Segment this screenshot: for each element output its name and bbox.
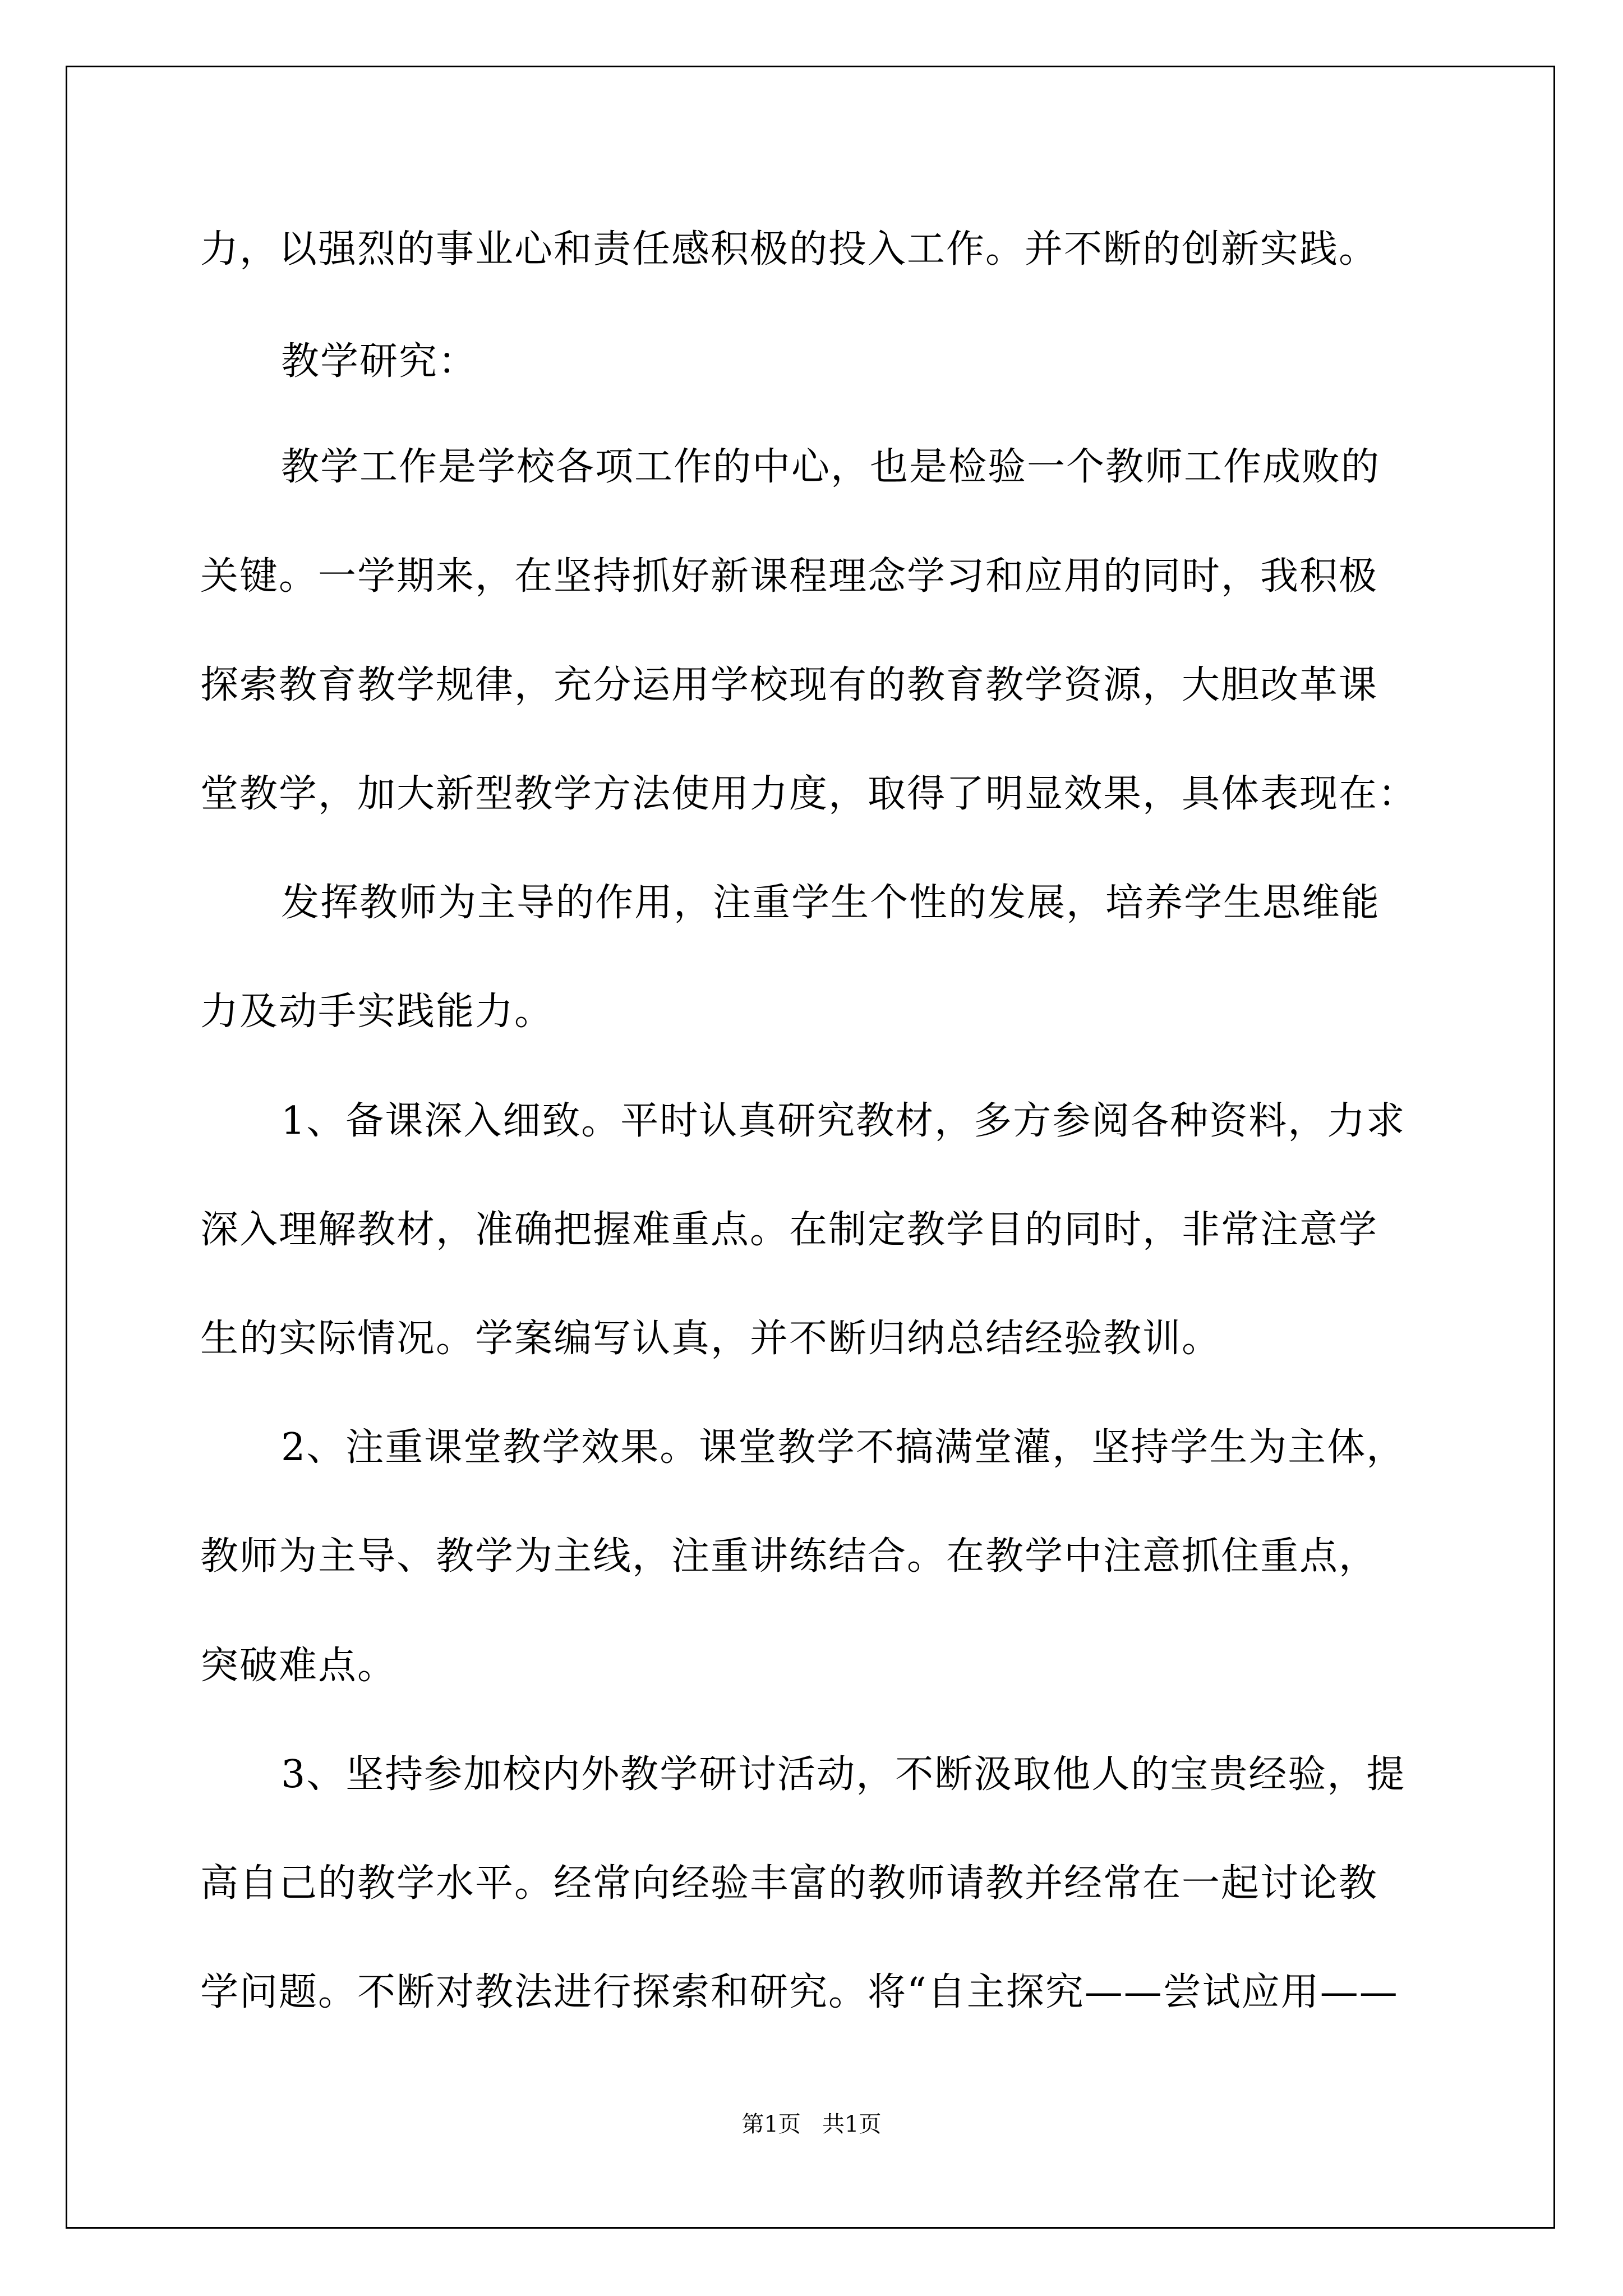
text-line: 深入理解教材，准确把握难重点。在制定教学目的同时，非常注意学: [200, 1208, 1378, 1252]
text-line: 生的实际情况。学案编写认真，并不断归纳总结经验教训。: [200, 1317, 1221, 1361]
text-line: 学问题。不断对教法进行探索和研究。将“自主探究——尝试应用——: [200, 1970, 1399, 2014]
text-line: 教学工作是学校各项工作的中心，也是检验一个教师工作成败的: [281, 445, 1381, 489]
text-line: 教师为主导、教学为主线，注重讲练结合。在教学中注意抓住重点，: [200, 1534, 1378, 1579]
text-line: 力，以强烈的事业心和责任感积极的投入工作。并不断的创新实践。: [200, 227, 1378, 272]
text-line: 探索教育教学规律，充分运用学校现有的教育教学资源，大胆改革课: [200, 663, 1378, 707]
text-line: 2、注重课堂教学效果。课堂教学不搞满堂灌，坚持学生为主体，: [281, 1425, 1406, 1470]
text-line: 堂教学，加大新型教学方法使用力度，取得了明显效果，具体表现在：: [200, 772, 1418, 816]
text-line: 高自己的教学水平。经常向经验丰富的教师请教并经常在一起讨论教: [200, 1861, 1378, 1906]
text-line: 关键。一学期来，在坚持抓好新课程理念学习和应用的同时，我积极: [200, 554, 1378, 599]
text-line: 力及动手实践能力。: [200, 990, 554, 1034]
section-heading: 教学研究：: [281, 339, 478, 384]
text-line: 1、备课深入细致。平时认真研究教材，多方参阅各种资料，力求: [281, 1099, 1406, 1143]
page-number-footer: 第1页 共1页: [741, 2111, 882, 2137]
text-line: 3、坚持参加校内外教学研讨活动，不断汲取他人的宝贵经验，提: [281, 1752, 1406, 1797]
text-line: 发挥教师为主导的作用，注重学生个性的发展，培养学生思维能: [281, 881, 1381, 925]
text-line: 突破难点。: [200, 1644, 397, 1688]
